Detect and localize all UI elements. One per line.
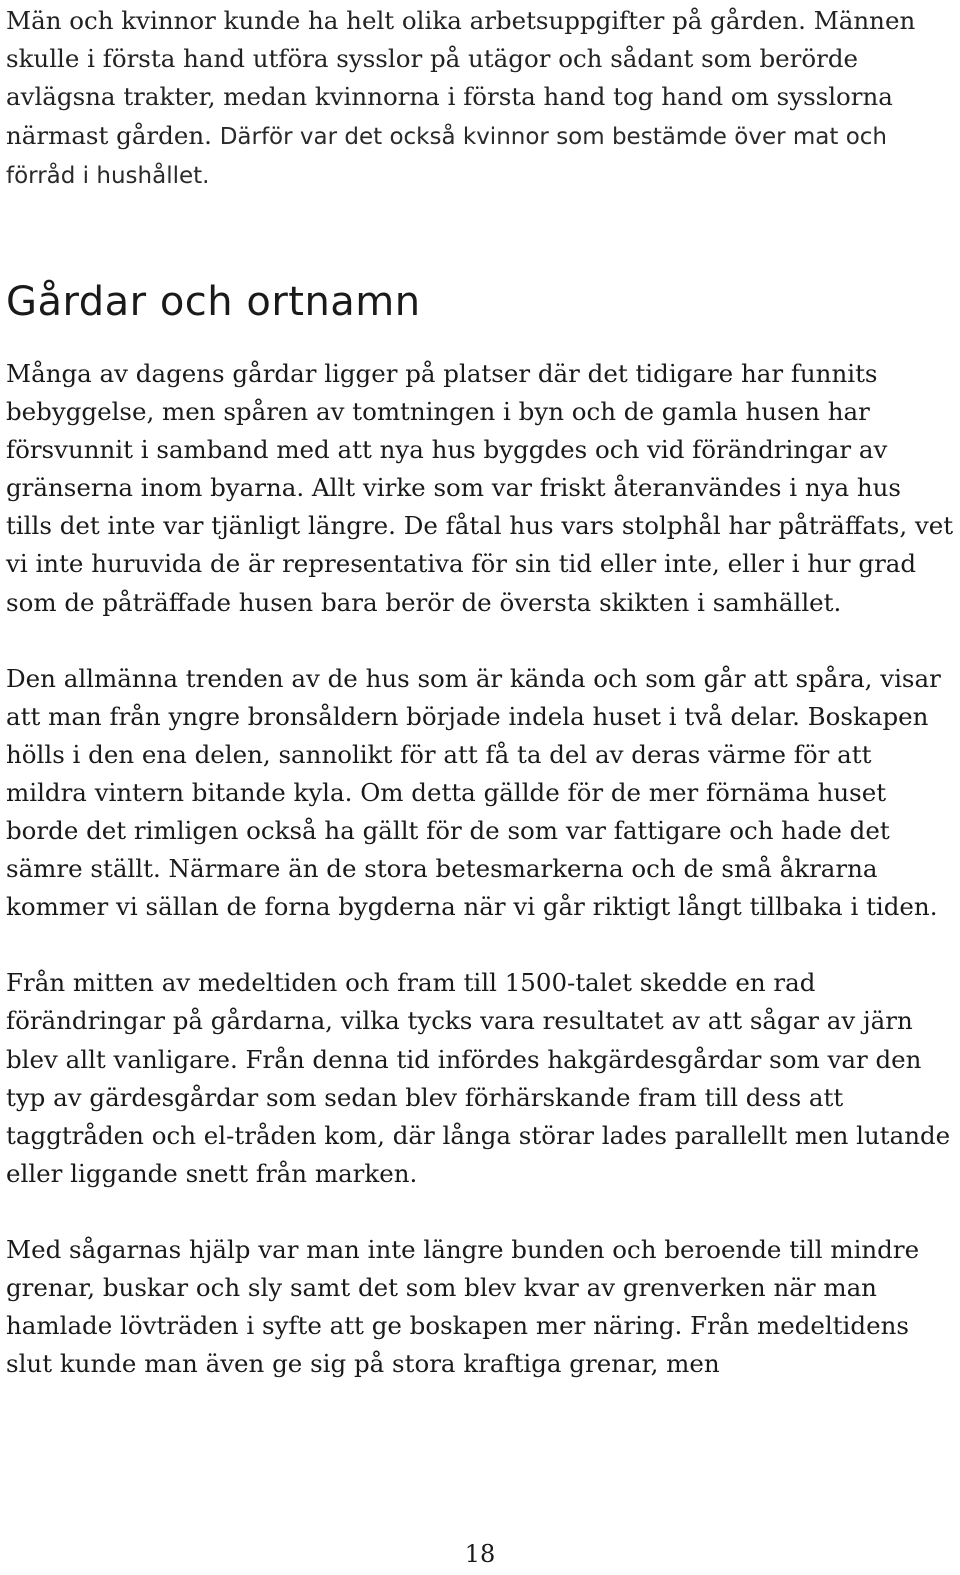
intro-serif-text: Män och kvinnor kunde ha helt olika arbetsuppgifter på gården. Männen skulle i första hand utföra sysslor på utägor och sådant som berörde avlägsna trakter, medan kvinnorna i första hand tog hand om sysslorna närmast gården. [6,6,916,150]
page-number: 18 [464,1540,496,1568]
section-heading: Gårdar och ortnamn [6,279,421,326]
body-paragraph-3: Från mitten av medeltiden och fram till 1500-talet skedde en rad förändringar på gårdarna, vilka tycks vara resultatet av att sågar av järn blev allt vanligare. Från denna tid infördes hakgärdesgårdar som var den typ av gärdesgårdar som sedan blev förhärskande fram till dess att taggtråden och el-tråden kom, där långa störar lades parallellt men lutande eller liggande snett från marken. [6,968,951,1188]
body-paragraph-1: Många av dagens gårdar ligger på platser där det tidigare har funnits bebyggelse, men spåren av tomtningen i byn och de gamla husen har försvunnit i samband med att nya hus byggdes och vid förändringar av gränserna inom byarna. Allt virke som var friskt återanvändes i nya hus tills det inte var tjänligt längre. De fåtal hus vars stolphål har påträffats, vet vi inte huruvida de är representativa för sin tid eller inte, eller i hur grad som de påträffade husen bara berör de översta skikten i samhället. [6,359,954,617]
body-paragraph-2: Den allmänna trenden av de hus som är kända och som går att spåra, visar att man från yngre bronsåldern började indela huset i två delar. Boskapen hölls i den ena delen, sannolikt för att få ta del av deras värme för att mildra vintern bitande kyla. Om detta gällde för de mer förnäma huset borde det rimligen också ha gällt för de som var fattigare och hade det sämre ställt. Närmare än de stora betesmarkerna och de små åkrarna kommer vi sällan de forna bygderna när vi går riktigt långt tillbaka i tiden. [6,663,941,922]
document-page [6,0,954,1383]
intro-paragraph [6,0,954,195]
body-paragraph-4: Med sågarnas hjälp var man inte längre bunden och beroende till mindre grenar, buskar och sly samt det som blev kvar av grenverken när man hamlade lövträden i syfte att ge boskapen mer näring. Från medeltidens slut kunde man även ge sig på stora kraftiga grenar, men [6,1234,920,1379]
intro-sans-text: Därför var det också kvinnor som bestämde över mat och förråd i hushållet. [6,123,887,189]
